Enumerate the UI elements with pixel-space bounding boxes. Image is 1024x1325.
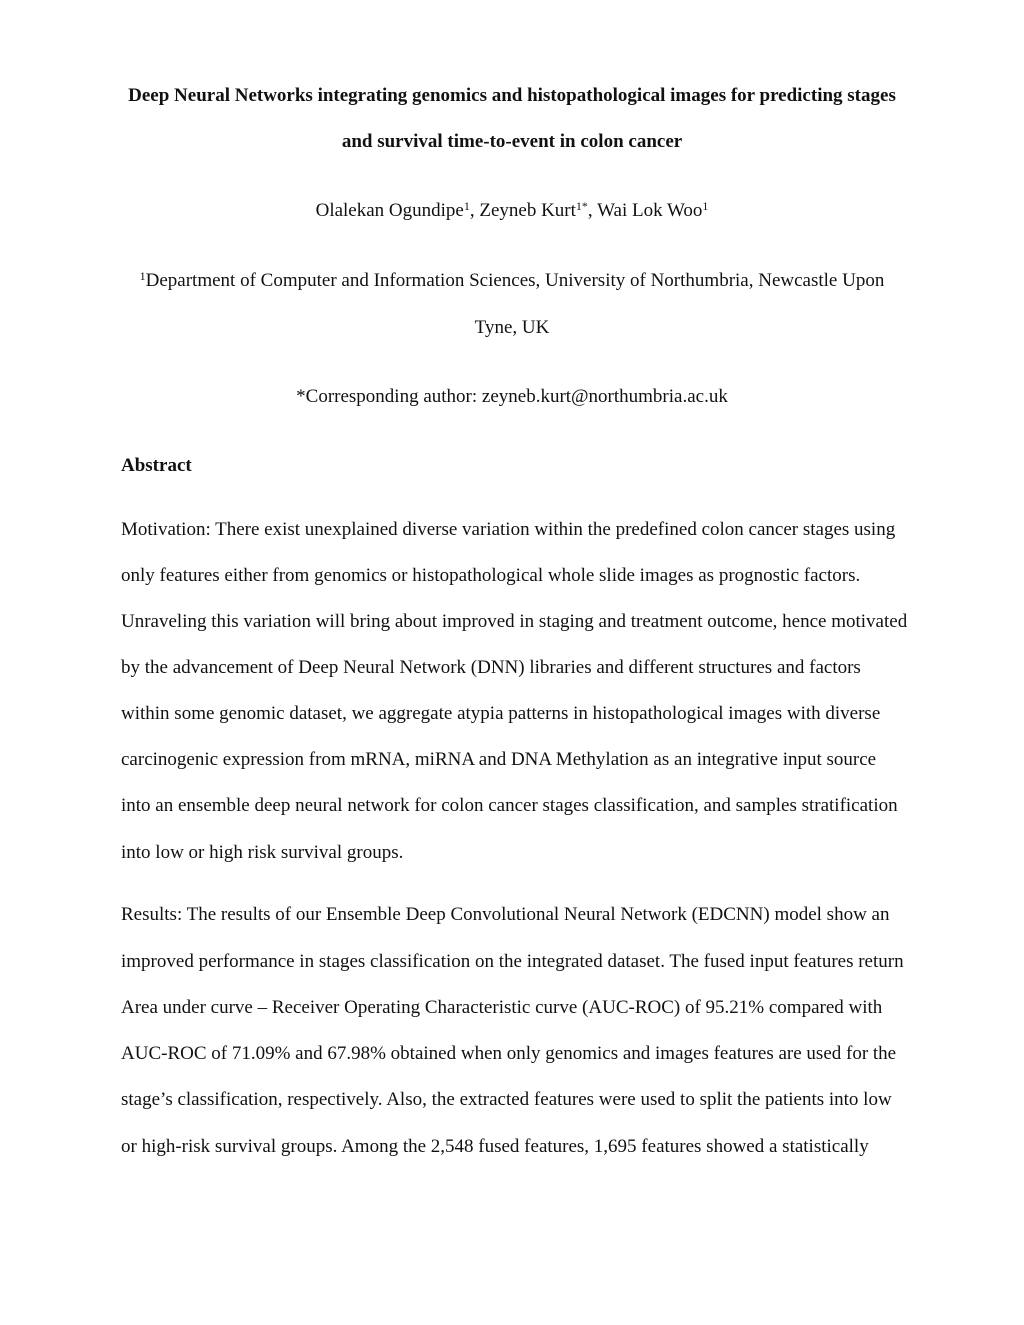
- results-line: Area under curve – Receiver Operating Characteristic curve (AUC-ROC) of 95.21% compared with: [121, 997, 883, 1018]
- affiliation-mark: 1: [139, 269, 146, 283]
- results-line: stage’s classification, respectively. Also, the extracted features were used to split the patients into low: [121, 1089, 892, 1110]
- author-affiliation-mark: 1*: [575, 199, 588, 213]
- motivation-line: only features either from genomics or histopathological whole slide images as prognostic factors.: [121, 565, 861, 586]
- author-separator: ,: [587, 200, 598, 221]
- paper-title-line-2: and survival time-to-event in colon cancer: [341, 131, 683, 152]
- results-line: Results: The results of our Ensemble Deep Convolutional Neural Network (EDCNN) model show an: [121, 904, 890, 925]
- motivation-line: carcinogenic expression from mRNA, miRNA and DNA Methylation as an integrative input source: [121, 749, 877, 770]
- results-line: improved performance in stages classification on the integrated dataset. The fused input features return: [121, 951, 904, 972]
- author-name: Wai Lok Woo: [597, 200, 703, 221]
- author-separator: ,: [469, 200, 480, 221]
- motivation-line: Motivation: There exist unexplained diverse variation within the predefined colon cancer stages using: [121, 519, 896, 540]
- results-line: AUC-ROC of 71.09% and 67.98% obtained when only genomics and images features are used for the: [121, 1043, 897, 1064]
- paper-title-line-1: Deep Neural Networks integrating genomics and histopathological images for predicting stages: [128, 85, 896, 106]
- affiliation-line-2: Tyne, UK: [474, 317, 550, 338]
- motivation-line: into an ensemble deep neural network for colon cancer stages classification, and samples stratification: [121, 795, 898, 816]
- author-affiliation-mark: 1: [463, 199, 470, 213]
- author-affiliation-mark: 1: [702, 199, 709, 213]
- motivation-line: by the advancement of Deep Neural Network (DNN) libraries and different structures and factors: [121, 657, 861, 678]
- motivation-line: into low or high risk survival groups.: [121, 842, 404, 863]
- motivation-line: within some genomic dataset, we aggregate atypia patterns in histopathological images with diverse: [121, 703, 881, 724]
- author-list: [0, 200, 1024, 222]
- affiliation-text: Department of Computer and Information Sciences, University of Northumbria, Newcastle Upon: [145, 270, 885, 291]
- results-line: or high-risk survival groups. Among the 2,548 fused features, 1,695 features showed a statistically: [121, 1136, 869, 1157]
- abstract-heading: Abstract: [121, 455, 192, 476]
- corresponding-author: *Corresponding author: zeyneb.kurt@northumbria.ac.uk: [296, 386, 728, 407]
- affiliation-line-1: [0, 270, 1024, 292]
- author-name: Zeyneb Kurt: [479, 200, 576, 221]
- author-name: Olalekan Ogundipe: [315, 200, 464, 221]
- motivation-line: Unraveling this variation will bring about improved in staging and treatment outcome, hence motivated: [121, 611, 908, 632]
